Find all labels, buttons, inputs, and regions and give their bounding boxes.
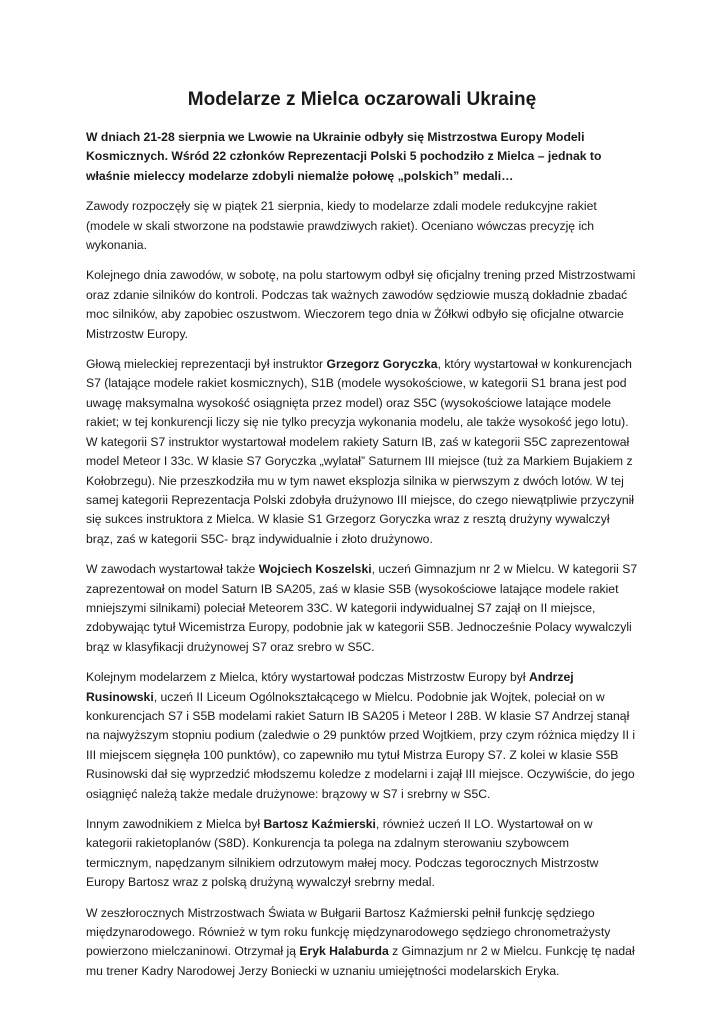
- person-name-bartosz-kazmierski: Bartosz Kaźmierski: [263, 817, 376, 831]
- person-name-wojciech-koszelski: Wojciech Koszelski: [258, 562, 372, 577]
- paragraph-7-text-after: z Gimnazjum nr 2 w Mielcu. Funkcję tę nadał mu trener Kadry Narodowej Jerzy Boniecki w uznaniu umiejętności modelarskich Eryka.: [86, 944, 635, 978]
- paragraph-3: [86, 355, 638, 549]
- paragraph-4-text-after: , uczeń Gimnazjum nr 2 w Mielcu. W kategorii S7 zaprezentował on model Saturn IB SA205, zaś w klasie S5B (wysokościowe latające modele rakiet mniejszymi silnikami) poleciał Meteorem 33C. W kategorii indywidualnej S7 zajął on II miejsce, zdobywając tytuł Wicemistrza Europy, podobnie jak w kategorii S5B. Jednocześnie Polacy wywalczyli brąz w klasyfikacji drużynowej S7 oraz srebro w S5C.: [86, 562, 638, 654]
- paragraph-5-text-after: , uczeń II Liceum Ogólnokształcącego w Mielcu. Podobnie jak Wojtek, poleciał on w konkurencjach S7 i S5B modelami rakiet Saturn IB SA205 i Meteor I 28B. W klasie S7 Andrzej stanął na najwyższym stopniu podium (zaledwie o 29 punktów przed Wojtkiem, przy czym różnica między II i III miejscem sięgnęła 100 punktów), co zapewniło mu tytuł Mistrza Europy S7. Z kolei w klasie S5B Rusinowski dał się wyprzedzić młodszemu koledze z modelarni i zajął III miejsce. Oczywiście, do jego osiągnięć należą także medale drużynowe: brązowy w S7 i srebrny w S5C.: [86, 689, 636, 801]
- person-name-andrzej-rusinowski: Andrzej Rusinowski: [86, 670, 574, 704]
- paragraph-6-text-after: , również uczeń II LO. Wystartował on w kategorii rakietoplanów (S8D). Konkurencja ta polega na zdalnym sterowaniu szybowcem termicznym, napędzanym silnikiem odrzutowym małej mocy. Podczas tegorocznych Mistrzostw Europy Bartosz wraz z polską drużyną wywalczył srebrny medal.: [86, 817, 599, 890]
- person-name-eryk-halaburda: Eryk Halaburda: [299, 944, 389, 959]
- paragraph-7-text-before: W zeszłorocznych Mistrzostwach Świata w Bułgarii Bartosz Kaźmierski pełnił funkcję sędziego międzynarodowego. Również w tym roku funkcję międzynarodowego sędziego chronometrażysty powierzono mielczaninowi. Otrzymał ją: [86, 905, 611, 959]
- paragraph-7: [86, 904, 638, 982]
- paragraph-3-text-after: , który wystartował w konkurencjach S7 (latające modele rakiet kosmicznych), S1B (modele wysokościowe, w kategorii S1 brana jest pod uwagę maksymalna wysokość osiągnięta przez model) oraz S5C (wysokościowe latające modele rakiet; w tej konkurencji liczy się nie tylko precyzja wykonania modelu, ale także wysokość jego lotu). W kategorii S7 instruktor wystartował modelem rakiety Saturn IB, zaś w kategorii S5C zaprezentował model Meteor I 33c. W klasie S7 Goryczka „wylatał” Saturnem III miejsce (tuż za Markiem Bujakiem z Kołobrzegu). Nie przeszkodziła mu w tym nawet eksplozja silnika w pierwszym z dwóch lotów. W tej samej kategorii Reprezentacja Polski zdobyła drużynowo III miejsce, do czego niewątpliwie przyczynił się sukces instruktora z Mielca. W klasie S1 Grzegorz Goryczka wraz z resztą drużyny wywalczył brąz, zaś w kategorii S5C- brąz indywidualnie i złoto drużynowo.: [86, 357, 635, 546]
- article-title: Modelarze z Mielca oczarowali Ukrainę: [187, 89, 537, 110]
- paragraph-4: [86, 560, 638, 657]
- paragraph-2: Kolejnego dnia zawodów, w sobotę, na polu startowym odbył się oficjalny trening przed Mistrzostwami oraz zdanie silników do kontroli. Podczas tak ważnych zawodów sędziowie muszą dokładnie zbadać moc silników, aby zapobiec oszustwom. Wieczorem tego dnia w Żółkwi odbyło się oficjalne otwarcie Mistrzostw Europy.: [86, 268, 636, 341]
- paragraph-5-text-before: Kolejnym modelarzem z Mielca, który wystartował podczas Mistrzostw Europy był: [86, 670, 529, 685]
- paragraph-3-text-before: Głową mieleckiej reprezentacji był instruktor: [86, 357, 327, 372]
- paragraph-1: Zawody rozpoczęły się w piątek 21 sierpnia, kiedy to modelarze zdali modele redukcyjne rakiet (modele w skali stworzone na podstawie prawdziwych rakiet). Oceniano wówczas precyzję ich wykonania.: [86, 199, 597, 253]
- paragraph-4-text-before: W zawodach wystartował także: [86, 562, 259, 577]
- person-name-grzegorz-goryczka: Grzegorz Goryczka: [326, 357, 438, 372]
- paragraph-6: [86, 815, 638, 893]
- paragraph-6-text-before: Innym zawodnikiem z Mielca był: [86, 817, 264, 831]
- article-lead: W dniach 21-28 sierpnia we Lwowie na Ukrainie odbyły się Mistrzostwa Europy Modeli Kosmicznych. Wśród 22 członków Reprezentacji Polski 5 pochodziło z Mielca – jednak to właśnie mieleccy modelarze zdobyli niemalże połowę „polskich” medali…: [86, 130, 602, 183]
- paragraph-5: [86, 668, 638, 804]
